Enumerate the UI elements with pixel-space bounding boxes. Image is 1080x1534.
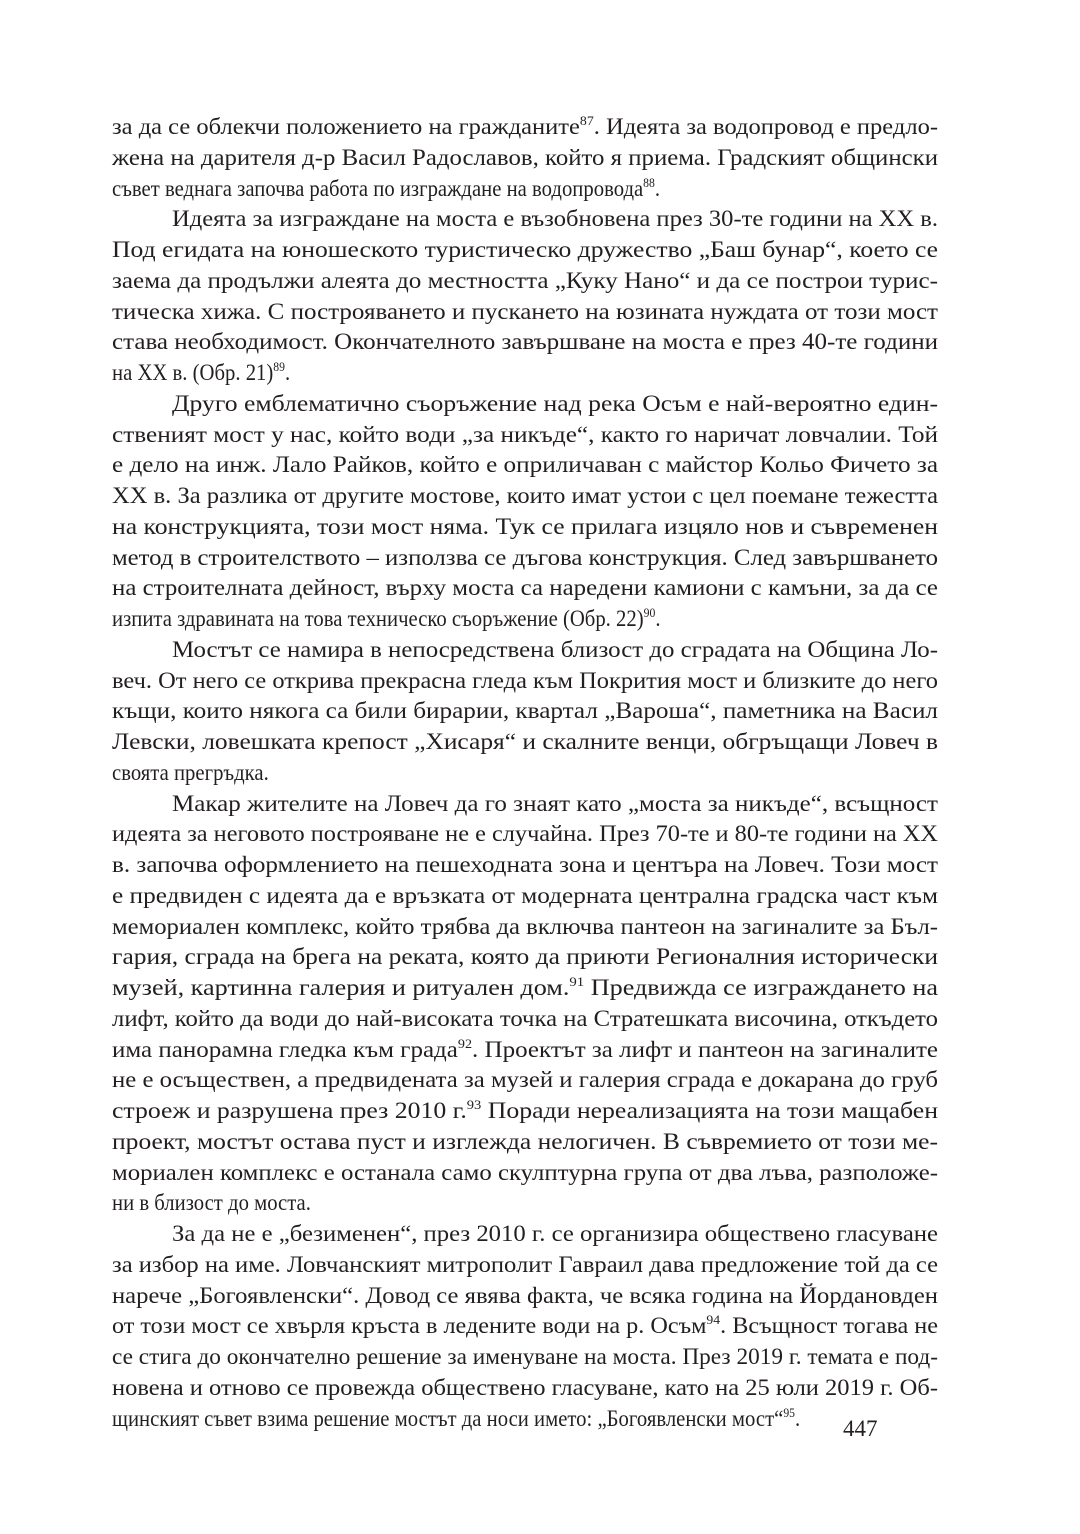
text-line — [112, 1250, 938, 1281]
text-segment: е предвиден с идеята да е връзката от модерната централна градска част към — [112, 882, 938, 908]
text-segment: е дело на инж. Лало Райков, който е оприличаван с майстор Кольо Фичето за — [112, 452, 938, 478]
text-segment: XX в. За разлика от другите мостове, които имат устои с цел поемане тежестта — [112, 483, 939, 508]
text-line — [112, 1373, 938, 1404]
text-line — [112, 1342, 938, 1373]
text-segment: щинският съвет взима решение мостът да носи името: „Богоявленски мост“ — [112, 1405, 784, 1431]
text-segment: от този мост се хвърля кръста в ледените води на р. Осъм — [112, 1313, 707, 1339]
text-segment: Поради нереализацията на този мащабен — [481, 1098, 939, 1123]
text-line — [112, 881, 938, 912]
text-line — [112, 512, 938, 543]
text-segment: за да се облекчи положението на гражданите — [112, 114, 580, 139]
text-line — [112, 420, 938, 451]
text-segment: гария, сграда на брега на реката, която да приюти Регионалния исторически — [112, 944, 938, 970]
text-segment: метод в строителството – използва се дъгова конструкция. След завършването — [112, 544, 939, 570]
footnote-ref: 95 — [783, 1404, 796, 1420]
text-segment: . — [655, 606, 661, 631]
text-segment: За да не е „безименен“, през 2010 г. се организира обществено гласуване — [172, 1221, 938, 1246]
paragraph — [112, 1219, 938, 1434]
text-line — [112, 727, 938, 758]
footnote-ref: 91 — [569, 974, 585, 989]
text-segment: на XX в. (Обр. 21) — [112, 360, 274, 385]
text-segment: на строителната дейност, върху моста са наредени камиони с камъни, за да се — [112, 575, 938, 601]
text-line — [112, 1219, 938, 1250]
paragraph — [112, 112, 938, 204]
text-line — [112, 1096, 938, 1127]
text-line — [112, 912, 938, 943]
footnote-ref: 90 — [643, 605, 656, 620]
text-line — [112, 174, 938, 205]
text-segment: новена и отново се провежда обществено гласуване, като на 25 юли 2019 г. Об- — [112, 1374, 938, 1400]
text-segment: Макар жителите на Ловеч да го знаят като „моста за никъде“, всъщност — [172, 790, 939, 816]
text-line — [112, 666, 938, 697]
text-segment: на конструкцията, този мост няма. Тук се прилага изцяло нов и съвременен — [112, 513, 938, 539]
text-line — [112, 450, 938, 481]
text-line — [112, 604, 938, 635]
text-line — [112, 789, 938, 820]
footnote-ref: 94 — [706, 1312, 721, 1328]
text-segment: . Всъщност тогава не — [720, 1313, 938, 1339]
text-line — [112, 481, 938, 512]
text-segment: строеж и разрушена през 2010 г. — [112, 1098, 467, 1123]
text-line — [112, 297, 938, 328]
text-segment: мемориален комплекс, който трябва да включва пантеон на загиналите за Бъл- — [112, 913, 938, 939]
text-line — [112, 235, 938, 266]
text-line — [112, 112, 938, 143]
text-segment: . — [285, 360, 291, 385]
text-line — [112, 1404, 938, 1435]
text-segment: своята прегръдка. — [112, 759, 269, 785]
text-segment: Под егидата на юношеското туристическо дружество „Баш бунар“, което се — [112, 237, 938, 262]
footnote-ref: 88 — [643, 174, 655, 190]
text-segment: идеята за неговото построяване не е случайна. През 70-те и 80-те години на XX — [112, 821, 938, 847]
text-segment: . Идеята за водопровод е предло- — [593, 114, 939, 139]
text-line — [112, 543, 938, 574]
text-line — [112, 389, 938, 420]
text-segment: в. започва оформлението на пешеходната зона и центъра на Ловеч. Този мост — [112, 852, 938, 877]
text-line — [112, 973, 938, 1004]
text-line — [112, 635, 938, 666]
text-line — [112, 1188, 938, 1219]
text-segment: веч. От него се открива прекрасна гледа към Покрития мост и близките до него — [112, 667, 938, 693]
text-segment: Мостът се намира в непосредствена близост до сградата на Община Ло- — [172, 636, 938, 662]
text-segment: къщи, които някога са били бирарии, квартал „Вароша“, паметника на Васил — [112, 698, 939, 724]
body-text — [112, 112, 938, 1434]
text-line — [112, 358, 938, 389]
text-segment: има панорамна гледка към града — [112, 1036, 458, 1062]
text-line — [112, 696, 938, 727]
text-segment: проект, мостът остава пуст и изглежда нелогичен. В съвремието от този ме- — [112, 1128, 938, 1154]
text-line — [112, 204, 938, 235]
text-line — [112, 1281, 938, 1312]
text-line — [112, 1158, 938, 1189]
text-segment: изпита здравината на това техническо съоръжение (Обр. 22) — [112, 606, 644, 631]
text-segment: съвет веднага започва работа по изграждане на водопровода — [112, 175, 644, 201]
footnote-ref: 87 — [579, 113, 594, 128]
text-segment: нарече „Богоявленски“. Довод се явява факта, че всяка година на Йордановден — [112, 1282, 938, 1308]
text-line — [112, 573, 938, 604]
text-line — [112, 1311, 938, 1342]
text-line — [112, 819, 938, 850]
text-line — [112, 942, 938, 973]
text-line — [112, 1035, 938, 1066]
text-segment: тическа хижа. С построяването и пускането на юзината нуждата от този мост — [112, 298, 938, 324]
footnote-ref: 89 — [273, 359, 286, 374]
text-segment: ни в близост до моста. — [112, 1190, 311, 1216]
text-segment: музей, картинна галерия и ритуален дом. — [112, 975, 570, 1000]
text-line — [112, 143, 938, 174]
paragraph — [112, 389, 938, 635]
text-line — [112, 327, 938, 358]
text-segment: лифт, който да води до най-високата точка на Стратешката височина, откъдето — [112, 1005, 938, 1031]
footnote-ref: 92 — [457, 1035, 473, 1051]
text-line — [112, 1065, 938, 1096]
footnote-ref: 93 — [466, 1097, 482, 1112]
text-segment: жена на дарителя д-р Васил Радославов, който я приема. Градският общински — [112, 144, 938, 170]
text-segment: Предвижда се изграждането на — [584, 975, 938, 1000]
text-segment: става необходимост. Окончателното завършване на моста е през 40-те години — [112, 329, 938, 355]
text-line — [112, 850, 938, 881]
paragraph — [112, 635, 938, 789]
page-number: 447 — [843, 1416, 878, 1441]
paragraph — [112, 789, 938, 1220]
paragraph — [112, 204, 938, 389]
text-line — [112, 758, 938, 789]
text-segment: мориален комплекс е останала само скулптурна група от два лъва, разположе- — [112, 1159, 938, 1185]
text-segment: Идеята за изграждане на моста е възобновена през 30-те години на XX в. — [172, 206, 938, 232]
text-line — [112, 1004, 938, 1035]
text-segment: заема да продължи алеята до местността „Куку Нано“ и да се построи турис- — [112, 267, 939, 293]
text-segment: . — [795, 1405, 801, 1431]
text-segment: Друго емблематично съоръжение над река Осъм е най-вероятно един- — [172, 390, 938, 416]
text-segment: . Проектът за лифт и пантеон на загиналите — [472, 1036, 938, 1062]
text-segment: се стига до окончателно решение за именуване на моста. През 2019 г. темата е под- — [112, 1344, 938, 1369]
text-line — [112, 1127, 938, 1158]
text-segment: не е осъществен, а предвидената за музей и галерия сграда е докарана до груб — [112, 1067, 938, 1093]
text-segment: . — [654, 175, 661, 201]
text-segment: за избор на име. Ловчанският митрополит Гавраил дава предложение той да се — [112, 1251, 939, 1277]
text-line — [112, 266, 938, 297]
text-segment: Левски, ловешката крепост „Хисаря“ и скалните венци, обгръщащи Ловеч в — [112, 729, 938, 754]
text-segment: ственият мост у нас, който води „за никъде“, както го наричат ловчалии. Той — [112, 421, 939, 447]
